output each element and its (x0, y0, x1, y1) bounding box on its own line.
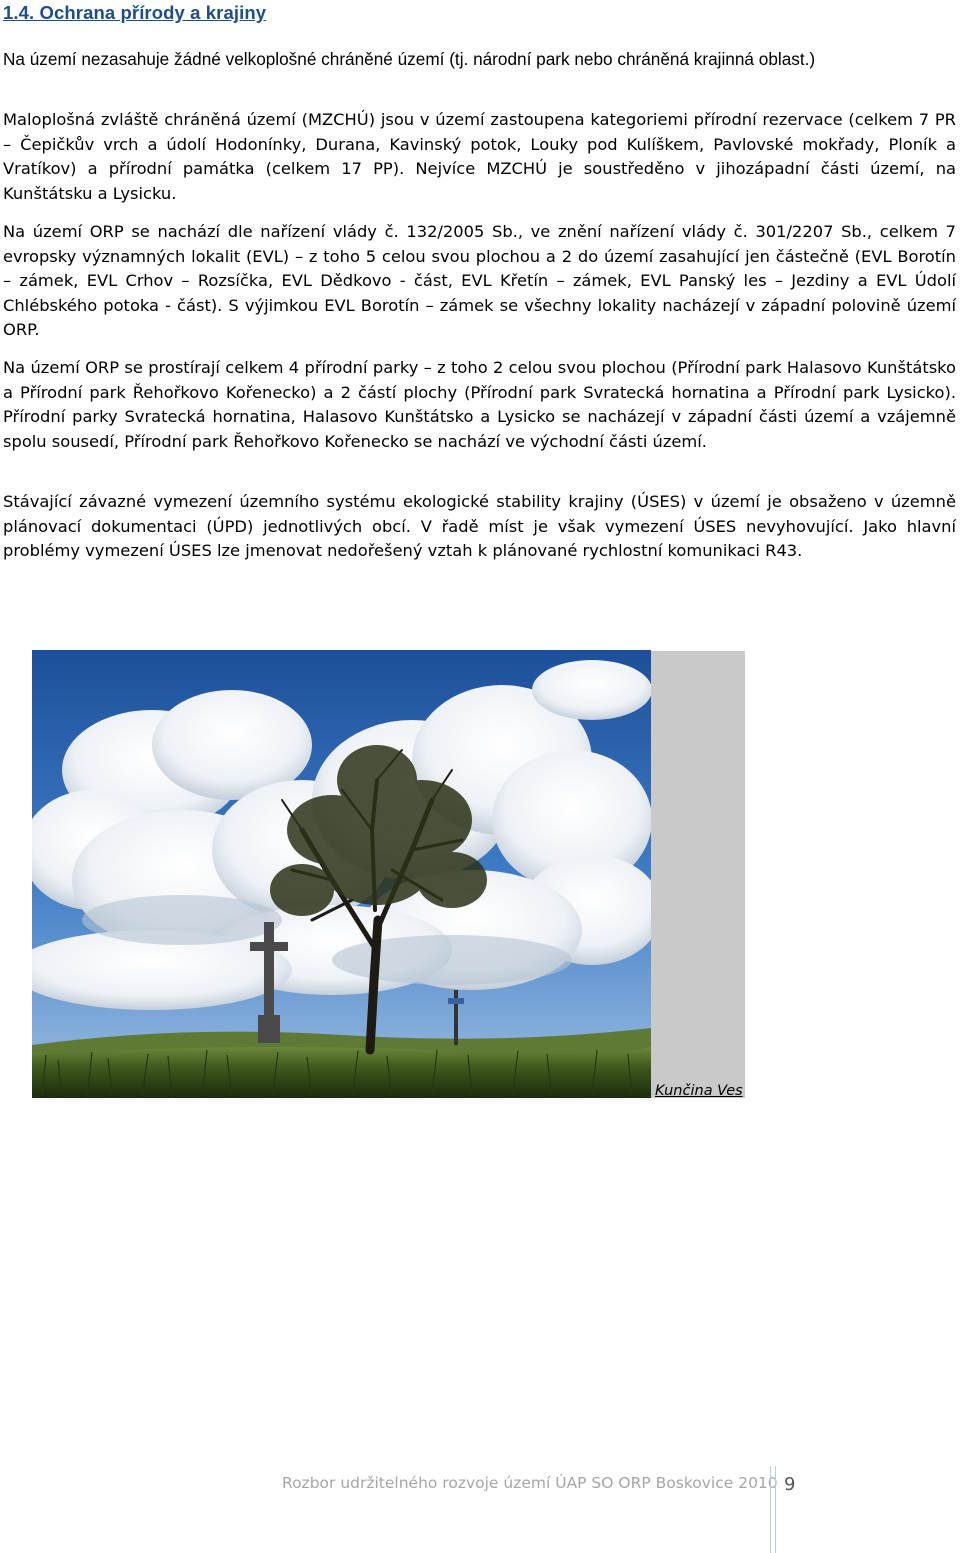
paragraph-nature-parks: Na území ORP se prostírají celkem 4 přírodní parky – z toho 2 celou svou plochou (Přírodní park Halasovo Kunštátsko a Přírodní park Řehořkovo Kořenecko) a 2 částí plochy (Přírodní park Svratecká hornatina a Přírodní park Lysicko). Přírodní parky Svratecká hornatina, Halasovo Kunštátsko a Lysicko se nacházejí v západní části území a vzájemně spolu sousedí, Přírodní park Řehořkovo Kořenecko se nachází ve východní části území. (3, 358, 956, 451)
footer-title: Rozbor udržitelného rozvoje území ÚAP SO ORP Boskovice 2010 (282, 1474, 778, 1492)
section-heading: 1.4. Ochrana přírody a krajiny (3, 2, 267, 23)
photo-caption: Kunčina Ves (655, 1083, 743, 1099)
page-number: 9 (784, 1474, 796, 1495)
landscape-photo (32, 650, 651, 1098)
paragraph-evl-sites: Na území ORP se nachází dle nařízení vlády č. 132/2005 Sb., ve znění nařízení vlády č. 301/2207 Sb., celkem 7 evropsky významných lokalit (EVL) – z toho 5 celou svou plochou a 2 do území zasahující jen částečně (EVL Borotín – zámek, EVL Crhov – Rozsíčka, EVL Dědkovo - část, EVL Křetín – zámek, EVL Panský les – Jezdiny a EVL Údolí Chlébského potoka - část). S výjimkou EVL Borotín – zámek se všechny lokality nacházejí v západní polovině území ORP. (3, 222, 956, 339)
paragraph-large-protected-areas: Na území nezasahuje žádné velkoplošné chráněné území (tj. národní park nebo chráněná krajinná oblast.) (3, 49, 816, 69)
paragraph-uses: Stávající závazné vymezení územního systému ekologické stability krajiny (ÚSES) v území je obsaženo v územně plánovací dokumentaci (ÚPD) jednotlivých obcí. V řadě míst je však vymezení ÚSES nevyhovující. Jako hlavní problémy vymezení ÚSES lze jmenovat nedořešený vztah k plánované rychlostní komunikaci R43. (3, 492, 956, 560)
caption-strip (651, 651, 745, 1098)
paragraph-small-protected-areas: Maloplošná zvláště chráněná území (MZCHÚ) jsou v území zastoupena kategoriemi přírodní rezervace (celkem 7 PR – Čepičkův vrch a údolí Hodonínky, Durana, Kavinský potok, Louky pod Kulíškem, Pavlovské mokřady, Ploník a Vratíkov) a přírodní památka (celkem 17 PP). Nejvíce MZCHÚ je soustředěno v jihozápadní části území, na Kunštátsku a Lysicku. (3, 110, 956, 203)
footer-divider (770, 1466, 776, 1553)
